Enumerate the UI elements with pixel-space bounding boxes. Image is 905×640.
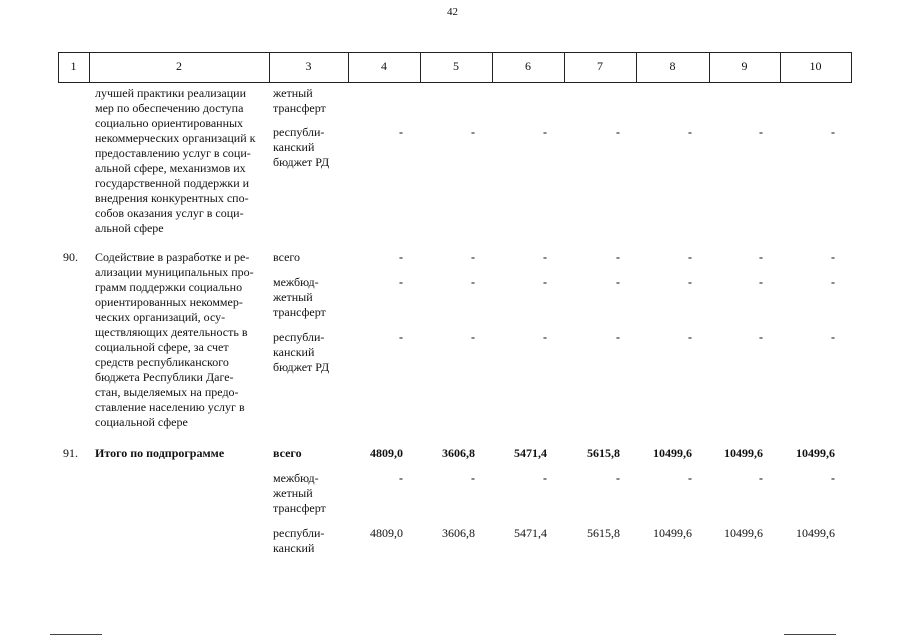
header-col-5: 5 <box>453 59 459 73</box>
value-cell: - <box>543 275 547 289</box>
value-cell: 4809,0 <box>370 526 403 540</box>
desc-line: ориентированных некоммер- <box>95 295 243 309</box>
value-cell: 10499,6 <box>653 526 692 540</box>
header-col-10: 10 <box>809 59 822 73</box>
value-cell: 3606,8 <box>442 446 475 460</box>
source-line: канский <box>273 140 315 154</box>
value-cell: 4809,0 <box>370 446 403 460</box>
value-cell: - <box>831 250 835 264</box>
row91-source-transfer <box>273 471 348 516</box>
value-cell: 10499,6 <box>796 446 835 460</box>
source-line: бюджет РД <box>273 155 330 169</box>
value-cell: 5615,8 <box>587 526 620 540</box>
value-cell: - <box>543 125 547 139</box>
desc-line: альной сфере, механизмов их <box>95 161 246 175</box>
value-cell: - <box>759 125 763 139</box>
value-cell: - <box>399 330 403 344</box>
scan-mark <box>784 634 836 635</box>
cont-source-transfer <box>273 86 348 116</box>
value-cell: 10499,6 <box>724 446 763 460</box>
header-col-7: 7 <box>597 59 603 73</box>
value-cell: - <box>616 330 620 344</box>
desc-line: бюджета Республики Даге- <box>95 370 234 384</box>
value-cell: - <box>471 275 475 289</box>
col-divider <box>851 52 852 82</box>
header-col-4: 4 <box>381 59 387 73</box>
value-cell: - <box>831 330 835 344</box>
value-cell: 3606,8 <box>442 526 475 540</box>
header-top-rule <box>58 52 852 53</box>
header-col-8: 8 <box>669 59 676 73</box>
desc-line: грамм поддержки социально <box>95 280 243 294</box>
value-cell: 10499,6 <box>653 446 692 460</box>
header-col-9: 9 <box>741 59 748 73</box>
row91-source-republic-budget <box>273 526 348 556</box>
value-cell: - <box>688 471 692 485</box>
source-line: канский <box>273 541 315 555</box>
source-line: бюджет РД <box>273 360 330 374</box>
row91-source-total: всего <box>273 446 302 460</box>
source-line: республи- <box>273 526 325 540</box>
desc-line: некоммерческих организаций к <box>95 131 256 145</box>
value-cell: - <box>471 250 475 264</box>
desc-line: ческих организаций, осу- <box>95 310 226 324</box>
header-col-1: 1 <box>70 59 77 73</box>
value-cell: - <box>399 125 403 139</box>
desc-line: средств республиканского <box>95 355 229 369</box>
source-line: жетный <box>273 86 313 100</box>
value-cell: 10499,6 <box>796 526 835 540</box>
value-cell: - <box>543 471 547 485</box>
desc-line: мер по обеспечению доступа <box>95 101 244 115</box>
header-col-2: 2 <box>176 59 182 73</box>
desc-line: стан, выделяемых на предо- <box>95 385 239 399</box>
desc-line: ализации муниципальных про- <box>95 265 254 279</box>
desc-line: ществляющих деятельность в <box>95 325 248 339</box>
row90-source-republic-budget <box>273 330 348 375</box>
source-line: трансферт <box>273 501 326 515</box>
row91-description: Итого по подпрограмме <box>95 446 225 460</box>
value-cell: - <box>759 250 763 264</box>
source-line: жетный <box>273 290 313 304</box>
value-cell: - <box>759 471 763 485</box>
value-cell: - <box>543 250 547 264</box>
desc-line: Содействие в разработке и ре- <box>95 250 250 264</box>
value-cell: - <box>471 125 475 139</box>
source-line: республи- <box>273 125 325 139</box>
cont-source-republic-budget <box>273 125 348 170</box>
source-line: межбюд- <box>273 275 319 289</box>
header-col-6: 6 <box>525 59 531 73</box>
row-number-90: 90. <box>63 250 78 264</box>
value-cell: 10499,6 <box>724 526 763 540</box>
row90-description <box>95 250 273 430</box>
value-cell: - <box>399 250 403 264</box>
value-cell: 5615,8 <box>587 446 620 460</box>
value-cell: - <box>543 330 547 344</box>
source-line: жетный <box>273 486 313 500</box>
row90-source-total: всего <box>273 250 301 264</box>
value-cell: 5471,4 <box>514 446 547 460</box>
value-cell: - <box>831 275 835 289</box>
value-cell: - <box>616 250 620 264</box>
value-cell: - <box>759 275 763 289</box>
value-cell: - <box>616 125 620 139</box>
desc-line: социальной сфере, за счет <box>95 340 229 354</box>
source-line: межбюд- <box>273 471 319 485</box>
row-number-91: 91. <box>63 446 78 460</box>
page-number: 42 <box>447 6 458 18</box>
value-cell: - <box>399 275 403 289</box>
value-cell: - <box>688 275 692 289</box>
value-cell: - <box>831 471 835 485</box>
value-cell: - <box>831 125 835 139</box>
desc-line: предоставлению услуг в соци- <box>95 146 251 160</box>
desc-line: альной сфере <box>95 221 164 235</box>
value-cell: - <box>616 275 620 289</box>
desc-line: лучшей практики реализации <box>95 86 246 100</box>
value-cell: 5471,4 <box>514 526 547 540</box>
scan-mark <box>50 634 102 635</box>
source-line: трансферт <box>273 305 326 319</box>
header-bottom-rule <box>58 82 852 83</box>
header-col-3: 3 <box>305 59 312 73</box>
value-cell: - <box>471 330 475 344</box>
desc-line: государственной поддержки и <box>95 176 250 190</box>
desc-line: социально ориентированных <box>95 116 244 130</box>
value-cell: - <box>616 471 620 485</box>
value-cell: - <box>399 471 403 485</box>
source-line: канский <box>273 345 315 359</box>
value-cell: - <box>688 125 692 139</box>
row90-source-transfer <box>273 275 348 320</box>
value-cell: - <box>759 330 763 344</box>
desc-line: собов оказания услуг в соци- <box>95 206 244 220</box>
source-line: республи- <box>273 330 325 344</box>
cont-description <box>95 86 273 236</box>
desc-line: социальной сфере <box>95 415 188 429</box>
desc-line: внедрения конкурентных спо- <box>95 191 249 205</box>
value-cell: - <box>688 250 692 264</box>
desc-line: ставление населению услуг в <box>95 400 245 414</box>
source-line: трансферт <box>273 101 326 115</box>
value-cell: - <box>471 471 475 485</box>
value-cell: - <box>688 330 692 344</box>
